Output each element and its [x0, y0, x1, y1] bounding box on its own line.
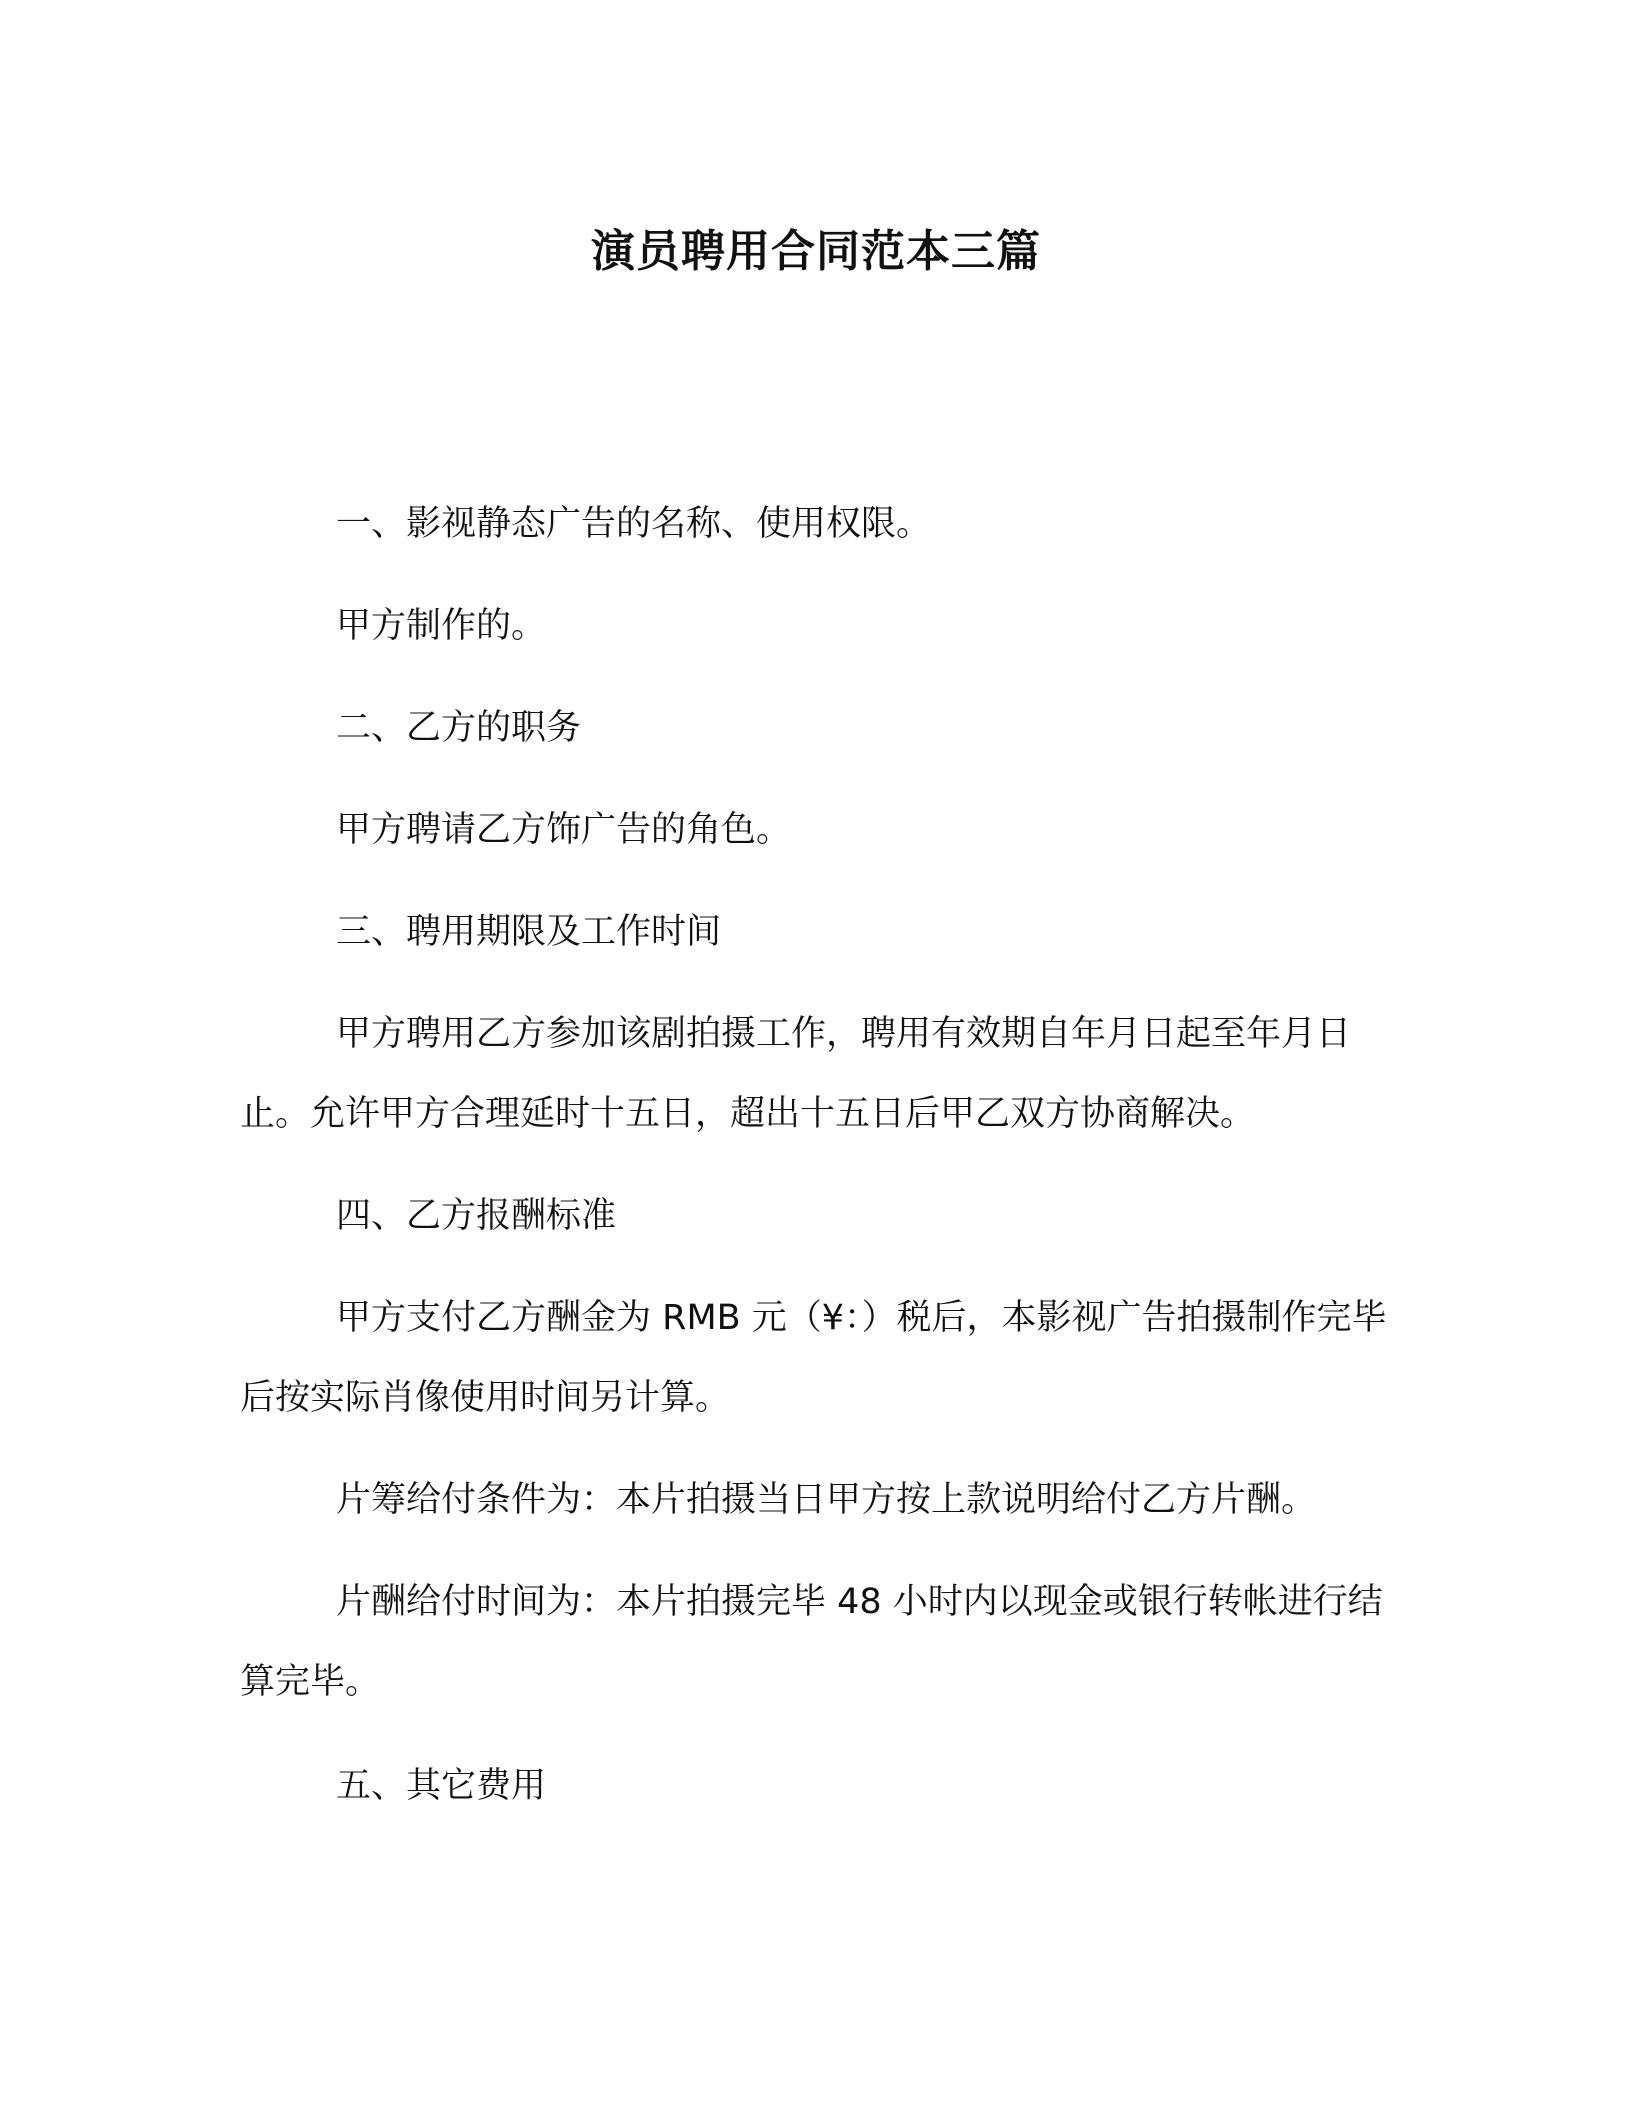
- paragraph-6: 片酬给付时间为：本片拍摄完毕 48 小时内以现金或银行转帐进行结算完毕。: [240, 1582, 1383, 1702]
- paragraph-2: 甲方聘请乙方饰广告的角色。: [336, 810, 792, 850]
- paragraph-1: 甲方制作的。: [336, 606, 547, 646]
- section-heading-1: 一、影视静态广告的名称、使用权限。: [336, 504, 932, 544]
- document-title: 演员聘用合同范本三篇: [591, 226, 1041, 277]
- paragraph-5: 片筹给付条件为：本片拍摄当日甲方按上款说明给付乙方片酬。: [336, 1480, 1317, 1520]
- section-heading-2: 二、乙方的职务: [336, 708, 582, 748]
- paragraph-4: 甲方支付乙方酬金为 RMB 元（¥：）税后，本影视广告拍摄制作完毕后按实际肖像使用时间另计算。: [240, 1298, 1387, 1418]
- paragraph-3: 甲方聘用乙方参加该剧拍摄工作，聘用有效期自年月日起至年月日止。允许甲方合理延时十五日，超出十五日后甲乙双方协商解决。: [240, 1014, 1352, 1134]
- section-heading-5: 五、其它费用: [336, 1766, 547, 1806]
- section-heading-4: 四、乙方报酬标准: [336, 1196, 617, 1236]
- section-heading-3: 三、聘用期限及工作时间: [336, 912, 722, 952]
